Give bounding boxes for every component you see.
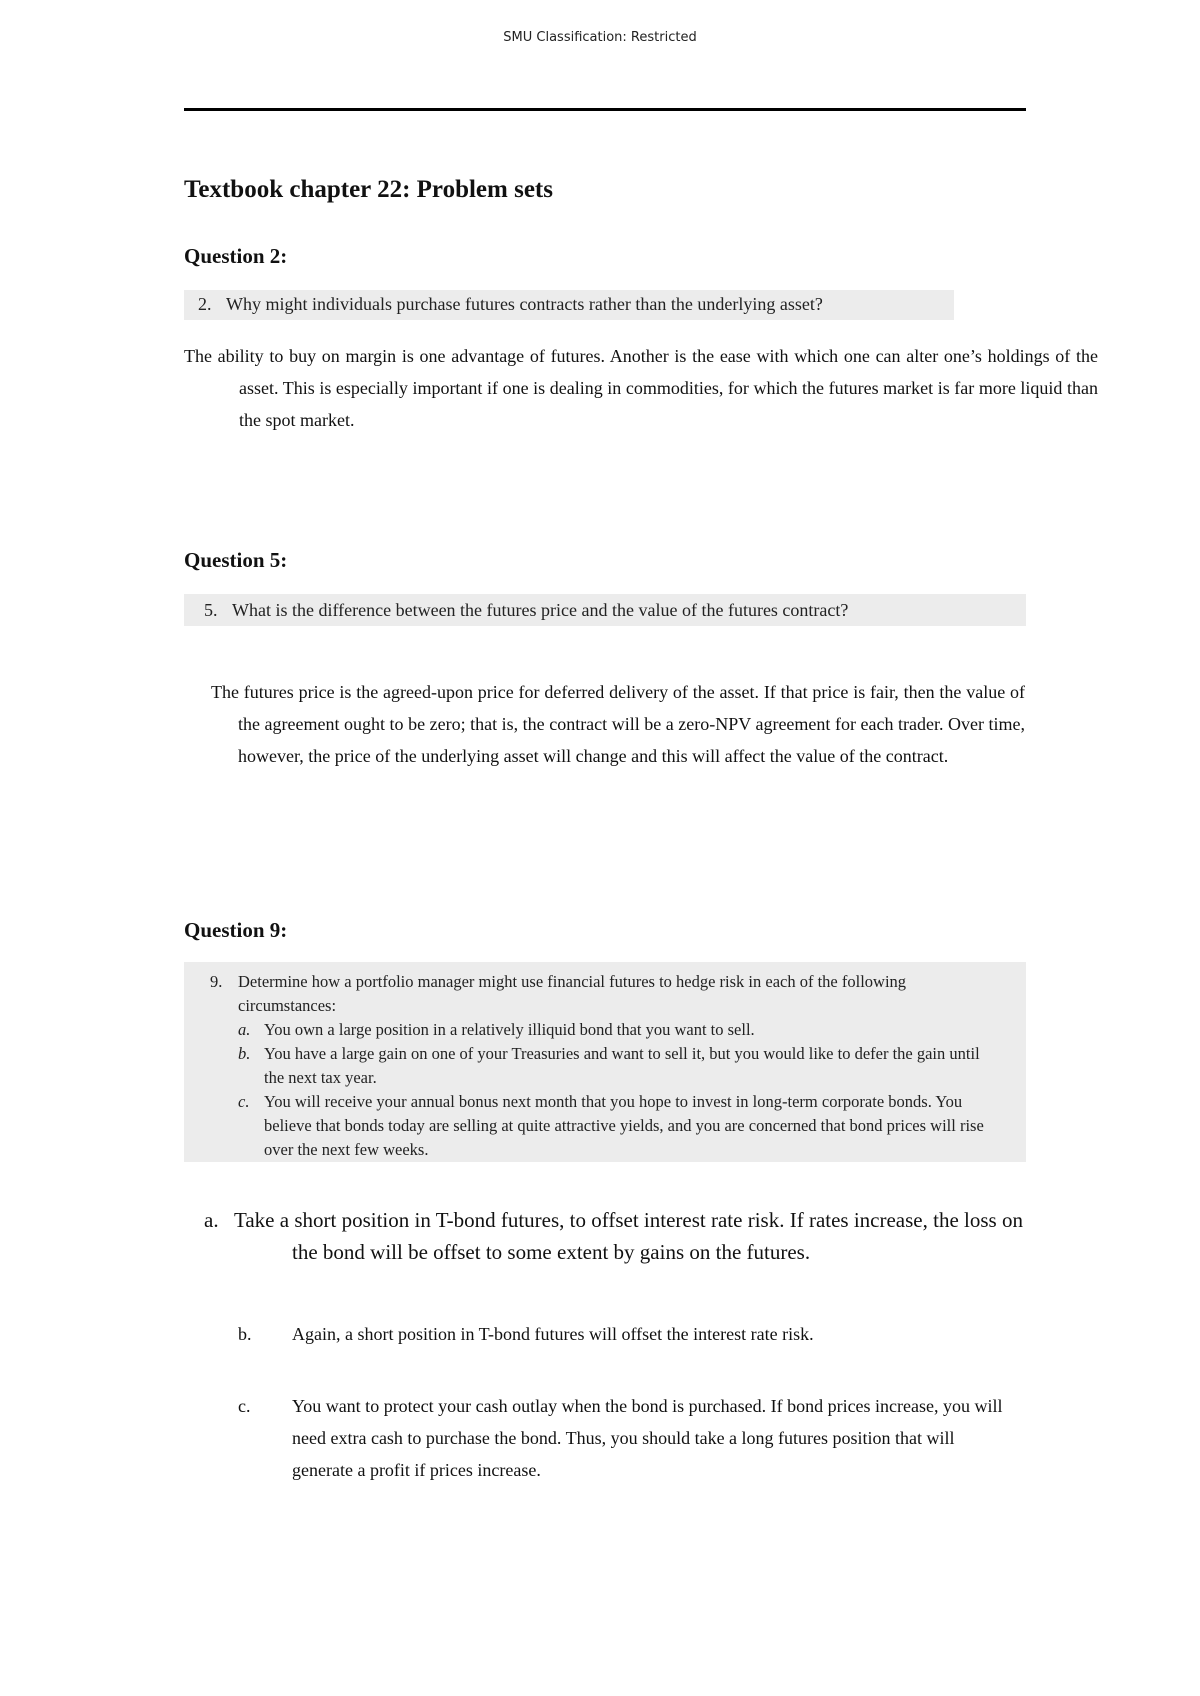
question-9-answer-a [204, 1204, 1024, 1268]
question-5-answer [211, 676, 1025, 772]
question-5-text: What is the difference between the futures price and the value of the futures contract? [232, 600, 849, 620]
question-9-part-c [238, 1090, 992, 1162]
part-text: You will receive your annual bonus next month that you hope to invest in long-term corporate bonds. You believe that bonds today are selling at quite attractive yields, and you are concerned that bond prices will rise over the next few weeks. [264, 1092, 984, 1159]
part-text: You own a large position in a relatively illiquid bond that you want to sell. [264, 1020, 755, 1039]
question-5-prompt [184, 594, 1026, 626]
answer-label: b. [238, 1324, 252, 1344]
question-5-answer-text: The futures price is the agreed-upon price for deferred delivery of the asset. If that price is fair, then the value of the agreement ought to be zero; that is, the contract will be a zero-NPV agreement for each trader. Over time, however, the price of the underlying asset will change and this will affect the value of the contract. [211, 682, 1025, 766]
question-2-answer: The ability to buy on margin is one advantage of futures. Another is the ease with which one can alter one’s holdings of the asset. This is especially important if one is dealing in commodities, for which the futures market is far more liquid than the spot market. [184, 346, 1098, 430]
question-5-number: 5. [204, 600, 218, 620]
question-9-heading: Question 9: [184, 918, 288, 942]
answer-text: Take a short position in T-bond futures, to offset interest rate risk. If rates increase, the loss on the bond will be offset to some extent by gains on the futures. [234, 1208, 1023, 1264]
answer-text: Again, a short position in T-bond futures will offset the interest rate risk. [292, 1324, 814, 1344]
question-5-heading: Question 5: [184, 548, 288, 572]
answer-text: You want to protect your cash outlay when the bond is purchased. If bond prices increase, you will need extra cash to purchase the bond. Thus, you should take a long futures position that will generate a profit if prices increase. [292, 1396, 1003, 1480]
part-label: c. [238, 1092, 250, 1111]
page-title: Textbook chapter 22: Problem sets [184, 176, 553, 203]
answer-label: a. [204, 1208, 219, 1232]
part-label: b. [238, 1044, 251, 1063]
question-2-number: 2. [198, 294, 212, 314]
question-9-text: Determine how a portfolio manager might use financial futures to hedge risk in each of the following circumstances: [238, 972, 907, 1015]
question-2-heading: Question 2: [184, 244, 288, 268]
answer-label: c. [238, 1396, 251, 1416]
question-9-part-b [238, 1042, 992, 1090]
question-2-prompt [184, 290, 954, 320]
part-label: a. [238, 1020, 251, 1039]
question-9-parts [238, 1018, 992, 1162]
part-text: You have a large gain on one of your Treasuries and want to sell it, but you would like to defer the gain until the next tax year. [264, 1044, 980, 1087]
classification-header: SMU Classification: Restricted [503, 30, 697, 45]
question-9-number: 9. [210, 972, 223, 991]
question-9-prompt [184, 962, 1026, 1162]
question-9-part-a [238, 1018, 992, 1042]
header-rule [184, 108, 1026, 111]
question-2-text: Why might individuals purchase futures contracts rather than the underlying asset? [226, 294, 823, 314]
